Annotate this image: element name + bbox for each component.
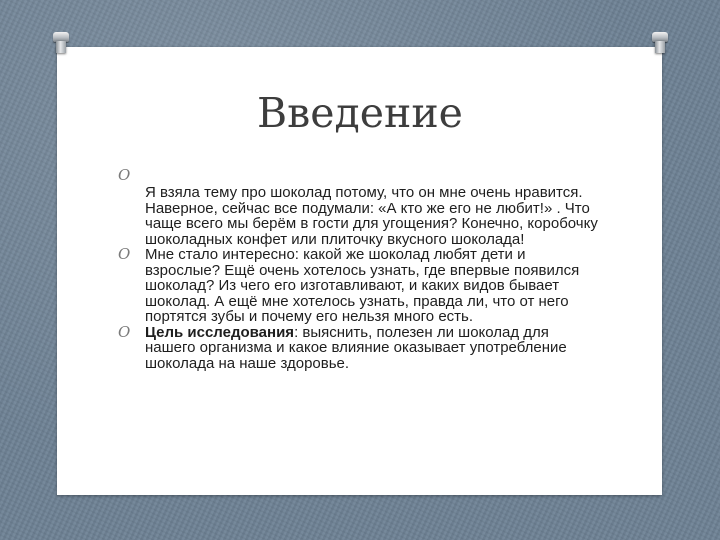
bolt-icon: [53, 32, 69, 54]
bullet-marker-icon: O: [118, 322, 131, 341]
bolt-icon: [652, 32, 668, 54]
bullet-list: [118, 168, 598, 371]
goal-text: : выяснить, полезен ли шоколад для нашего организма и какое влияние оказывает употребление шоколада на наше здоровье.: [145, 323, 567, 372]
bullet-text: [145, 324, 567, 372]
goal-label: Цель исследования: [145, 323, 295, 341]
bullet-text: Мне стало интересно: какой же шоколад любят дети и взрослые? Ещё очень хотелось узнать, где впервые появился шоколад? Из чего его изготавливают, и каких видов бывает шоколад. А ещё мне хотелось узнать, правда ли, что от него портятся зубы и почему его нельзя много есть.: [145, 246, 580, 325]
page-title: Введение: [257, 89, 463, 137]
bullet-item: [118, 247, 598, 325]
bullet-text: Я взяла тему про шоколад потому, что он мне очень нравится. Наверное, сейчас все подумали: «А кто же его не любит!» . Что чаще всего мы берём в гости для угощения? Конечно, коробочку шоколадных конфет или плиточку вкусного шоколада!: [145, 184, 598, 248]
bullet-marker-icon: O: [118, 166, 131, 184]
bullet-item: [118, 168, 598, 247]
bullet-marker-icon: O: [118, 245, 131, 263]
bullet-item: [118, 322, 598, 372]
